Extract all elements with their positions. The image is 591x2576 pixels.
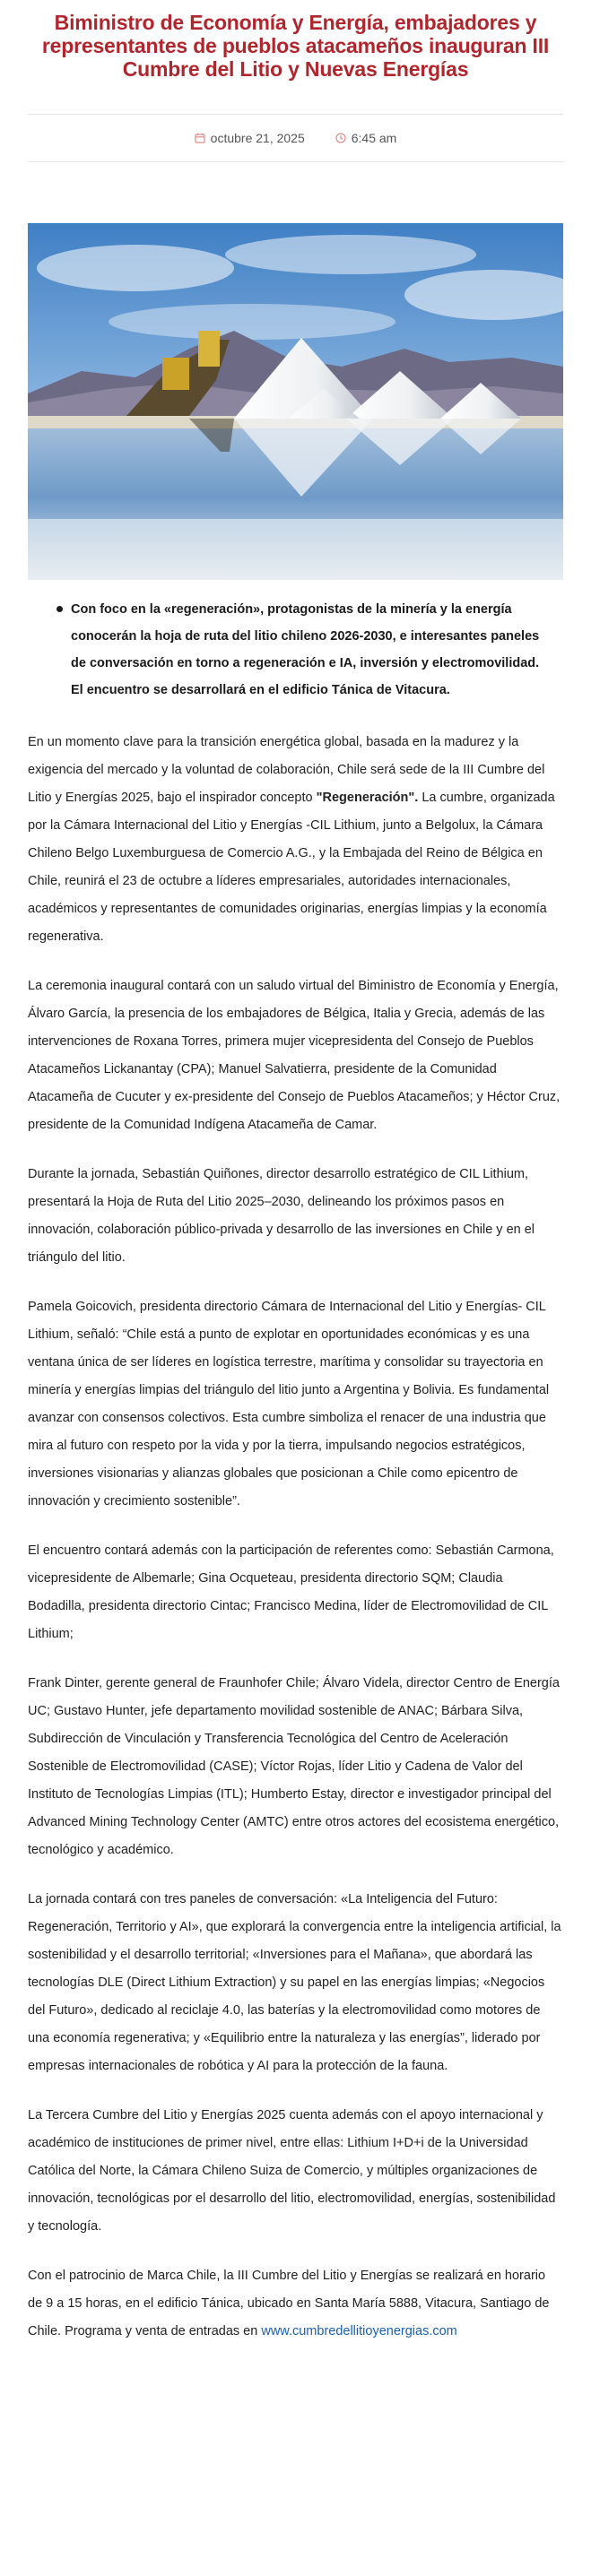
paragraph-7: La jornada contará con tres paneles de conversación: «La Inteligencia del Futuro: Regeneración, Territorio y AI», que explorará la convergencia entre la inteligencia artificial, la sostenibilidad y el desarrollo territorial; «Inversiones para el Mañana», que abordará las tecnologías DLE (Direct Lithium Extraction) y su papel en las energías limpias; «Negocios del Futuro», dedicado al reciclaje 4.0, las baterías y la electromovilidad como motores de una economía regenerativa; y «Equilibrio entre la naturaleza y las energías”, liderado por empresas internacionales de robótica y AI para la protección de la fauna. xyxy=(28,1892,561,2073)
paragraph-5: El encuentro contará además con la participación de referentes como: Sebastián Carmona, vicepresidente de Albemarle; Gina Ocqueteau, presidenta directorio SQM; Claudia Bodadilla, presidenta directorio Cintac; Francisco Medina, líder de Electromovilidad de CIL Lithium; xyxy=(28,1543,554,1641)
paragraph-2: La ceremonia inaugural contará con un saludo virtual del Biministro de Economía y Energía, Álvaro García, la presencia de los embajadores de Bélgica, Italia y Grecia, además de las intervenciones de Roxana Torres, primera mujer vicepresidenta del Consejo de Pueblos Atacameños Lickanantay (CPA); Manuel Salvatierra, presidente de la Comunidad Atacameña de Cucuter y ex-presidente del Consejo de Pueblos Atacameños; y Héctor Cruz, presidente de la Comunidad Indígena Atacameña de Camar. xyxy=(28,979,561,1132)
article-date: octubre 21, 2025 xyxy=(210,131,305,145)
article-lead xyxy=(28,596,563,704)
salt-flat-photo xyxy=(28,223,563,580)
article-title: Biministro de Economía y Energía, embajadores y representantes de pueblos atacameños inauguran III Cumbre del Litio y Nuevas Energías xyxy=(41,11,550,81)
paragraph-8: La Tercera Cumbre del Litio y Energías 2025 cuenta además con el apoyo internacional y académico de instituciones de primer nivel, entre ellas: Lithium I+D+i de la Universidad Católica del Norte, la Cámara Chileno Suiza de Comercio, y múltiples organizaciones de innovación, tecnológicas por el desarrollo del litio, electromovilidad, energías, sostenibilidad y tecnología. xyxy=(28,2108,556,2234)
paragraph-1-a: En un momento clave para la transición energética global, basada en la madurez y la exigencia del mercado y la voluntad de colaboración, Chile será sede de la III Cumbre del Litio y Energías 2025, bajo el inspirador concepto xyxy=(28,735,545,805)
article-meta xyxy=(28,114,563,162)
paragraph-3: Durante la jornada, Sebastián Quiñones, director desarrollo estratégico de CIL Lithium, presentará la Hoja de Ruta del Litio 2025–2030, delineando los próximos pasos en innovación, colaboración público-privada y desarrollo de las inversiones en Chile y en el triángulo del litio. xyxy=(28,1167,535,1265)
article-time: 6:45 am xyxy=(351,131,397,145)
date-item xyxy=(195,131,305,145)
event-website-link[interactable]: www.cumbredellitioyenergias.com xyxy=(261,2324,457,2338)
calendar-icon xyxy=(195,133,205,143)
regeneracion-bold: "Regeneración". xyxy=(316,791,419,805)
paragraph-1 xyxy=(28,729,563,951)
paragraph-4: Pamela Goicovich, presidenta directorio Cámara de Internacional del Litio y Energías- CIL Lithium, señaló: “Chile está a punto de explotar en oportunidades económicas y es una ventana única de ser líderes en logística terrestre, marítima y consolidar su trayectoria en minería y energías limpias del triángulo del litio junto a Argentina y Bolivia. Es fundamental avanzar con consensos colectivos. Esta cumbre simboliza el renacer de una industria que mira al futuro con respeto por la vida y por la tierra, impulsando negocios estratégicos, inversiones visionarias y alianzas globales que posicionan a Chile como epicentro de innovación y crecimiento sostenible”. xyxy=(28,1300,550,1508)
paragraph-6: Frank Dinter, gerente general de Fraunhofer Chile; Álvaro Videla, director Centro de Energía UC; Gustavo Hunter, jefe departamento movilidad sostenible de ANAC; Bárbara Silva, Subdirección de Vinculación y Transferencia Tecnológica del Centro de Aceleración Sostenible de Electromovilidad (CASE); Víctor Rojas, líder Litio y Cadena de Valor del Instituto de Tecnologías Limpias (ITL); Humberto Estay, director e investigador principal del Advanced Mining Technology Center (AMTC) entre otros actores del ecosistema energético, tecnológico y académico. xyxy=(28,1676,560,1857)
lead-item: Con foco en la «regeneración», protagonistas de la minería y la energía conocerán la hoja de ruta del litio chileno 2026-2030, e interesantes paneles de conversación en torno a regeneración e IA, inversión y electromovilidad. El encuentro se desarrollará en el edificio Tánica de Vitacura. xyxy=(71,596,551,704)
article-body xyxy=(28,729,563,2346)
time-item xyxy=(335,131,397,145)
paragraph-9 xyxy=(28,2262,563,2346)
paragraph-9-text: Con el patrocinio de Marca Chile, la III Cumbre del Litio y Energías se realizará en horario de 9 a 15 horas, en el edificio Tánica, ubicado en Santa María 5888, Vitacura, Santiago de Chile. Programa y venta de entradas en xyxy=(28,2269,550,2338)
clock-icon xyxy=(335,133,346,143)
paragraph-1-b: La cumbre, organizada por la Cámara Internacional del Litio y Energías -CIL Lithium, junto a Belgolux, la Cámara Chileno Belgo Luxemburguesa de Comercio A.G., y la Embajada del Reino de Bélgica en Chile, reunirá el 23 de octubre a líderes empresariales, autoridades internacionales, académicos y representantes de comunidades originarias, energías limpias y la economía regenerativa. xyxy=(28,791,555,944)
